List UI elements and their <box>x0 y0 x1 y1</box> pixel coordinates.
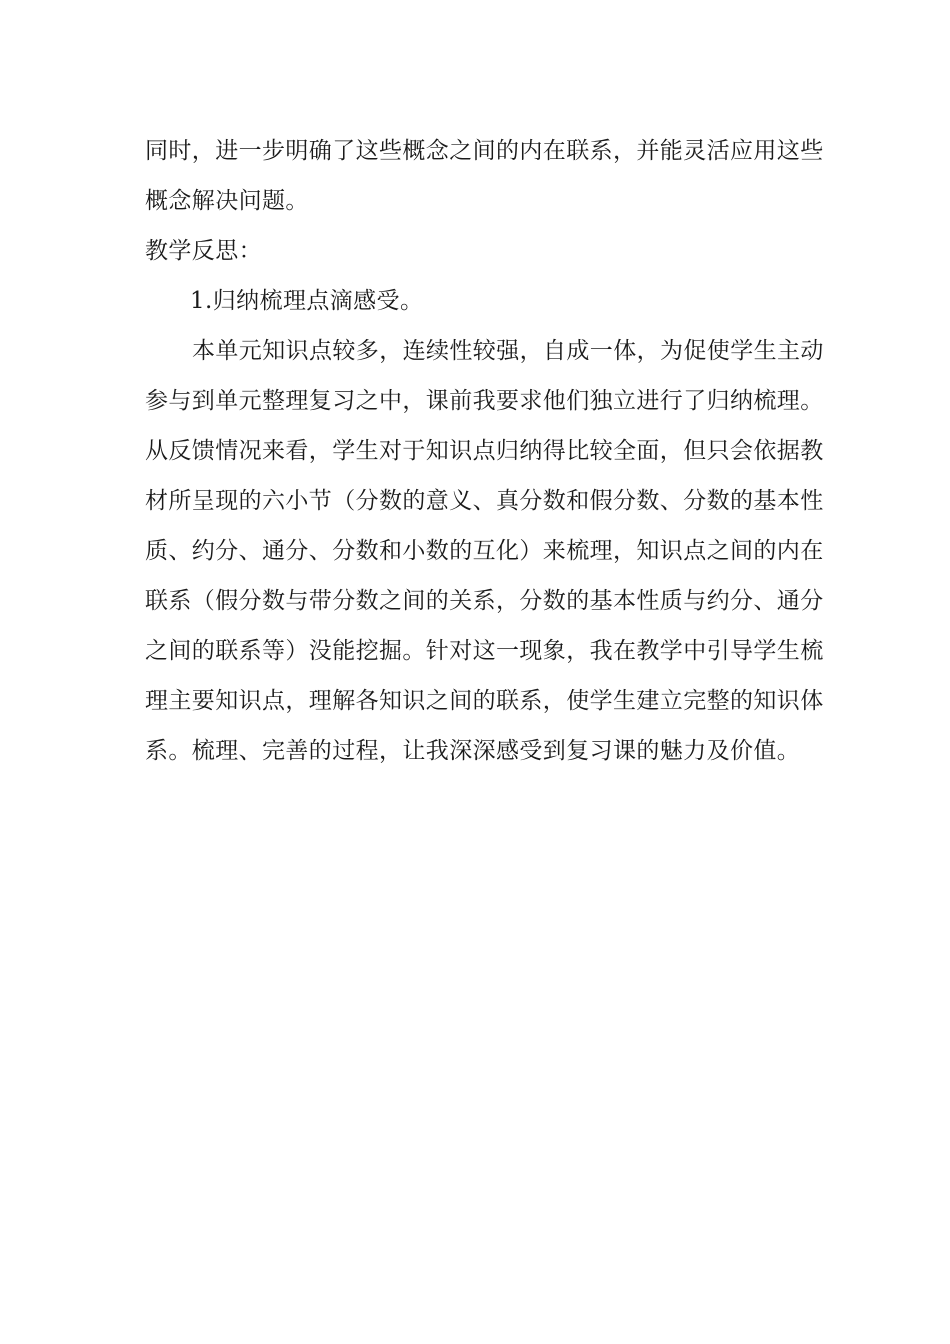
paragraph-line: 本单元知识点较多，连续性较强，自成一体，为促使学生主动 <box>192 338 824 364</box>
paragraph-line: 材所呈现的六小节（分数的意义、真分数和假分数、分数的基本性 <box>145 488 824 514</box>
paragraph-line: 同时，进一步明确了这些概念之间的内在联系，并能灵活应用这些 <box>145 138 824 164</box>
numbered-heading: 1.归纳梳理点滴感受。 <box>190 288 424 314</box>
section-heading: 教学反思： <box>145 238 262 264</box>
paragraph-line: 联系（假分数与带分数之间的关系，分数的基本性质与约分、通分 <box>145 588 824 614</box>
paragraph-line: 从反馈情况来看，学生对于知识点归纳得比较全面，但只会依据教 <box>145 438 824 464</box>
paragraph-line: 系。梳理、完善的过程，让我深深感受到复习课的魅力及价值。 <box>145 738 801 764</box>
paragraph-line: 概念解决问题。 <box>145 188 309 214</box>
paragraph-line: 质、约分、通分、分数和小数的互化）来梳理，知识点之间的内在 <box>145 538 824 564</box>
paragraph-line: 理主要知识点，理解各知识之间的联系，使学生建立完整的知识体 <box>145 688 824 714</box>
paragraph-line: 参与到单元整理复习之中，课前我要求他们独立进行了归纳梳理。 <box>145 388 824 414</box>
paragraph-line: 之间的联系等）没能挖掘。针对这一现象，我在教学中引导学生梳 <box>145 638 824 664</box>
